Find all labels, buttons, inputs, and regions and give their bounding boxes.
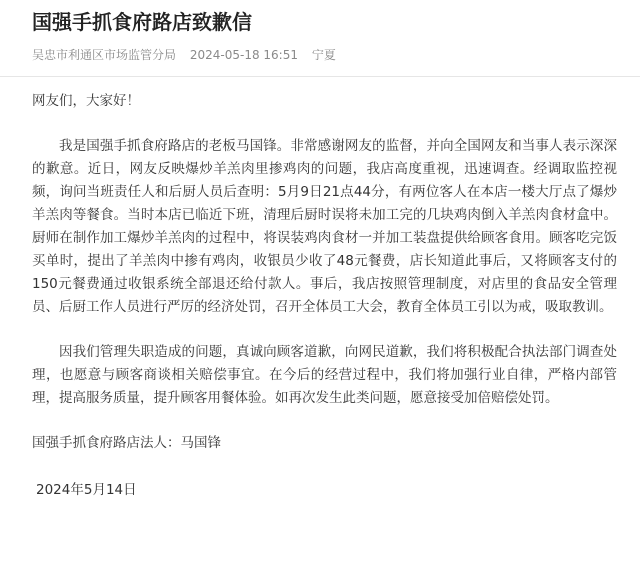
letter-signer: 国强手抓食府路店法人：马国锋 (32, 435, 221, 451)
letter-greeting: 网友们，大家好！ (32, 93, 140, 109)
article-meta (32, 47, 346, 63)
letter-paragraph: 因我们管理失职造成的问题，真诚向顾客道歉，向网民道歉，我们将积极配合执法部门调查处理，也愿意与顾客商谈相关赔偿事宜。在今后的经营过程中，我们将加强行业自律，严格内部管理，提高服务质量，提升顾客用餐体验。如再次发生此类问题，愿意接受加倍赔偿处罚。 (32, 344, 617, 406)
letter-body (32, 90, 617, 502)
article-location: 宁夏 (311, 48, 336, 62)
letter-paragraph: 我是国强手抓食府路店的老板马国锋。非常感谢网友的监督，并向全国网友和当事人表示深深的歉意。近日，网友反映爆炒羊羔肉里掺鸡肉的问题，我店高度重视，迅速调查。经调取监控视频，询问当班责任人和后厨人员后查明：5月9日21点44分，有两位客人在本店一楼大厅点了爆炒羊羔肉等餐食。当时本店已临近下班，清理后厨时误将未加工完的几块鸡肉倒入羊羔肉食材盒中。厨师在制作加工爆炒羊羔肉的过程中，将误装鸡肉食材一并加工装盘提供给顾客食用。顾客吃完饭买单时，提出了羊羔肉中掺有鸡肉，收银员少收了48元餐费，店长知道此事后，又将顾客支付的150元餐费通过收银系统全部退还给付款人。事后，我店按照管理制度，对店里的食品安全管理员、后厨工作人员进行严厉的经济处罚，召开全体员工大会，教育全体员工引以为戒，吸取教训。 (32, 138, 617, 315)
header-divider (0, 76, 640, 77)
letter-date: 2024年5月14日 (36, 482, 137, 498)
article-source[interactable]: 吴忠市利通区市场监管分局 (32, 48, 177, 62)
article-datetime: 2024-05-18 16:51 (189, 48, 298, 62)
article-title: 国强手抓食府路店致歉信 (32, 10, 252, 34)
